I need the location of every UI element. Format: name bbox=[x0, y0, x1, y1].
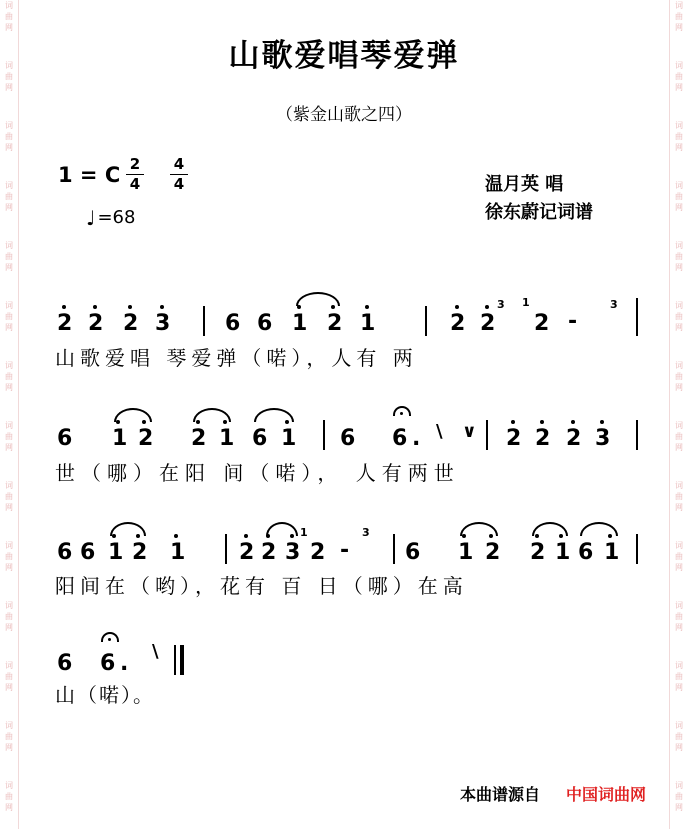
watermark-text: 词 曲 网 bbox=[675, 661, 683, 692]
lyrics-line-3: 阳间在（哟），花有 百 日（哪）在高 bbox=[55, 574, 468, 598]
note: 1 bbox=[219, 426, 235, 451]
note: 2 bbox=[485, 540, 501, 565]
watermark-text: 词 曲 网 bbox=[675, 481, 683, 512]
watermark-text: 词 曲 网 bbox=[5, 121, 13, 152]
fermata-icon bbox=[393, 406, 411, 416]
octave-dot bbox=[365, 305, 369, 309]
augmentation-dot: . bbox=[412, 426, 421, 451]
grace-note: 1 bbox=[522, 296, 530, 309]
bar-line bbox=[425, 306, 427, 336]
tempo-marking bbox=[86, 206, 135, 230]
tempo-value: =68 bbox=[97, 207, 136, 228]
slur bbox=[580, 522, 618, 536]
note: 6 bbox=[405, 540, 421, 565]
note: 2 bbox=[566, 426, 582, 451]
octave-dot bbox=[244, 534, 248, 538]
octave-dot bbox=[455, 305, 459, 309]
watermark-text: 词 曲 网 bbox=[675, 541, 683, 572]
octave-dot bbox=[600, 420, 604, 424]
note: 1 bbox=[281, 426, 297, 451]
watermark-text: 词 曲 网 bbox=[675, 721, 683, 752]
note: 2 bbox=[480, 311, 496, 336]
recorder-credit: 徐东蔚记词谱 bbox=[485, 202, 593, 223]
note: 1 bbox=[555, 540, 571, 565]
note: 2 bbox=[310, 540, 326, 565]
octave-dot bbox=[93, 305, 97, 309]
note: 2 bbox=[327, 311, 343, 336]
breath-mark: ∨ bbox=[462, 421, 477, 442]
watermark-text: 词 曲 网 bbox=[675, 361, 683, 392]
octave-dot bbox=[485, 305, 489, 309]
glide-mark: \ bbox=[436, 421, 443, 442]
grace-note: 3 bbox=[362, 526, 370, 539]
time-signature-4-4: 4 4 bbox=[170, 156, 188, 193]
octave-dot bbox=[511, 420, 515, 424]
dash: - bbox=[568, 309, 578, 334]
song-subtitle: （紫金山歌之四） bbox=[276, 105, 412, 125]
watermark-text: 词 曲 网 bbox=[675, 301, 683, 332]
singer-credit: 温月英 唱 bbox=[485, 174, 564, 195]
slur bbox=[460, 522, 498, 536]
watermark-text: 词 曲 网 bbox=[675, 1, 683, 32]
watermark-text: 词 曲 网 bbox=[5, 601, 13, 632]
slur bbox=[296, 292, 340, 306]
watermark-text: 词 曲 网 bbox=[675, 181, 683, 212]
note: 3 bbox=[155, 311, 171, 336]
watermark-text: 词 曲 网 bbox=[5, 661, 13, 692]
grace-note: 1 bbox=[300, 526, 308, 539]
watermark-text: 词 曲 网 bbox=[5, 181, 13, 212]
note: 6 bbox=[57, 426, 73, 451]
slur bbox=[532, 522, 568, 536]
note: 2 bbox=[534, 311, 550, 336]
note: 2 bbox=[138, 426, 154, 451]
note: 2 bbox=[57, 311, 73, 336]
lyrics-line-4: 山（喏）。 bbox=[55, 683, 155, 707]
watermark-text: 词 曲 网 bbox=[5, 301, 13, 332]
octave-dot bbox=[571, 420, 575, 424]
watermark-text: 词 曲 网 bbox=[675, 121, 683, 152]
octave-dot bbox=[160, 305, 164, 309]
note: 6 bbox=[578, 540, 594, 565]
watermark-text: 词 曲 网 bbox=[675, 601, 683, 632]
bar-line bbox=[486, 420, 488, 450]
note: 1 bbox=[604, 540, 620, 565]
quarter-note-icon: ♩ bbox=[86, 206, 96, 230]
octave-dot bbox=[174, 534, 178, 538]
watermark-text: 词 曲 网 bbox=[675, 421, 683, 452]
slur bbox=[193, 408, 231, 422]
slur bbox=[254, 408, 294, 422]
note: 1 bbox=[360, 311, 376, 336]
watermark-text: 词 曲 网 bbox=[5, 421, 13, 452]
bar-line bbox=[393, 534, 395, 564]
watermark-text: 词 曲 网 bbox=[5, 361, 13, 392]
source-label: 本曲谱源自 bbox=[460, 785, 541, 804]
note: 2 bbox=[123, 311, 139, 336]
slur bbox=[110, 522, 146, 536]
grace-note: 3 bbox=[497, 298, 505, 311]
watermark-text: 词 曲 网 bbox=[5, 781, 13, 812]
octave-dot bbox=[540, 420, 544, 424]
watermark-text: 词 曲 网 bbox=[5, 721, 13, 752]
bar-line bbox=[225, 534, 227, 564]
note: 2 bbox=[132, 540, 148, 565]
watermark-text: 词 曲 网 bbox=[675, 781, 683, 812]
slur bbox=[114, 408, 152, 422]
watermark-text: 词 曲 网 bbox=[5, 481, 13, 512]
watermark-text: 词 曲 网 bbox=[5, 1, 13, 32]
note: 6 bbox=[252, 426, 268, 451]
note: 1 bbox=[292, 311, 308, 336]
bar-line bbox=[203, 306, 205, 336]
note: 1 bbox=[108, 540, 124, 565]
lyrics-line-2: 世（哪）在阳 间（喏）， 人有两世 bbox=[55, 461, 460, 485]
key-signature: 1 = C bbox=[58, 163, 121, 187]
note: 2 bbox=[535, 426, 551, 451]
note: 2 bbox=[450, 311, 466, 336]
octave-dot bbox=[128, 305, 132, 309]
dash: - bbox=[340, 538, 350, 563]
watermark-text: 词 曲 网 bbox=[5, 241, 13, 272]
watermark-text: 词 曲 网 bbox=[675, 241, 683, 272]
note: 2 bbox=[530, 540, 546, 565]
note: 1 bbox=[458, 540, 474, 565]
note: 3 bbox=[595, 426, 611, 451]
final-bar-thick bbox=[180, 645, 184, 675]
bar-line bbox=[636, 534, 638, 564]
note: 2 bbox=[239, 540, 255, 565]
watermark-text: 词 曲 网 bbox=[675, 61, 683, 92]
note: 6 bbox=[340, 426, 356, 451]
note: 6 bbox=[100, 651, 116, 676]
final-bar-thin bbox=[174, 645, 176, 675]
fermata-icon bbox=[101, 632, 119, 642]
watermark-text: 词 曲 网 bbox=[5, 541, 13, 572]
watermark-text: 词 曲 网 bbox=[5, 61, 13, 92]
note: 1 bbox=[170, 540, 186, 565]
note: 2 bbox=[506, 426, 522, 451]
bar-line bbox=[323, 420, 325, 450]
note: 2 bbox=[88, 311, 104, 336]
lyrics-line-1: 山歌爱唱 琴爱弹（喏），人有 两 bbox=[55, 346, 418, 370]
note: 3 bbox=[285, 540, 301, 565]
note: 6 bbox=[57, 651, 73, 676]
note: 6 bbox=[392, 426, 408, 451]
note: 6 bbox=[57, 540, 73, 565]
site-name-link[interactable]: 中国词曲网 bbox=[566, 785, 647, 804]
glide-mark: \ bbox=[152, 641, 159, 662]
note: 6 bbox=[225, 311, 241, 336]
note: 6 bbox=[80, 540, 96, 565]
note: 2 bbox=[261, 540, 277, 565]
time-signature-2-4: 2 4 bbox=[126, 156, 144, 193]
bar-line bbox=[636, 298, 638, 336]
augmentation-dot: . bbox=[120, 651, 129, 676]
note: 1 bbox=[112, 426, 128, 451]
octave-dot bbox=[62, 305, 66, 309]
song-title: 山歌爱唱琴爱弹 bbox=[228, 38, 460, 74]
note: 2 bbox=[191, 426, 207, 451]
bar-line bbox=[636, 420, 638, 450]
slur bbox=[266, 522, 298, 536]
grace-note: 3 bbox=[610, 298, 618, 311]
note: 6 bbox=[257, 311, 273, 336]
